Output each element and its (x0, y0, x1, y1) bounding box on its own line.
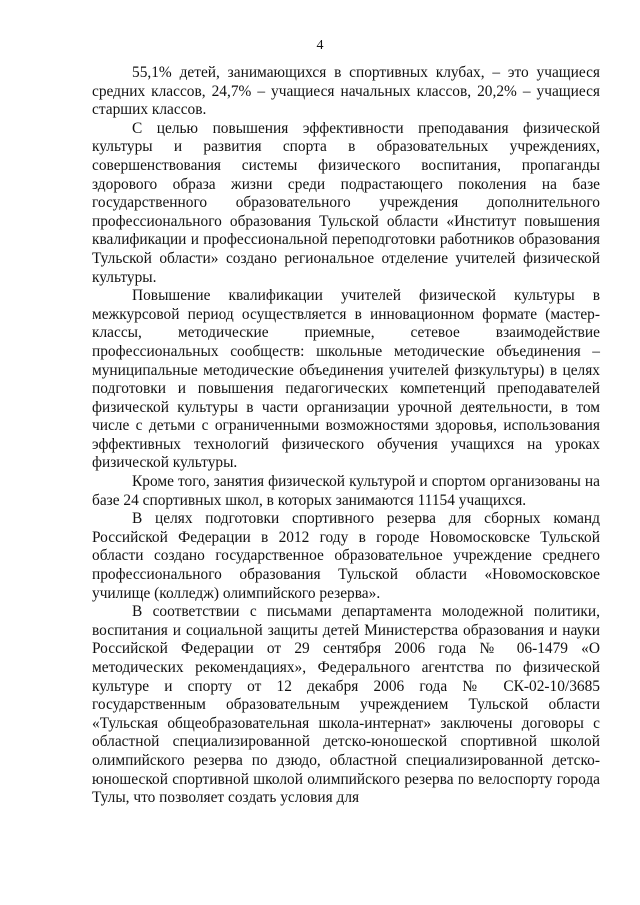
paragraph-regional-department: С целью повышения эффективности преподавания физической культуры и развития спорта в образовательных учреждениях, совершенствования системы физического воспитания, пропаганды здорового образа жизни среди подрастающего поколения на базе государственного образовательного учреждения дополнительного профессионального образования Тульской области «Институт повышения квалификации и профессиональной переподготовки работников образования Тульской области» создано региональное отделение учителей физической культуры. (92, 119, 600, 286)
page-number: 4 (316, 38, 324, 53)
paragraph-sports-clubs-stats: 55,1% детей, занимающихся в спортивных клубах, – это учащиеся средних классов, 24,7% – учащиеся начальных классов, 20,2% – учащиеся старших классов. (92, 64, 600, 119)
body-text (92, 64, 600, 808)
paragraph-sports-schools: Кроме того, занятия физической культурой и спортом организованы на базе 24 спортивных школ, в которых занимаются 11154 учащихся. (92, 473, 600, 509)
paragraph-olympic-reserve-college: В целях подготовки спортивного резерва для сборных команд Российской Федерации в 2012 году в городе Новомосковске Тульской области создано государственное образовательное учреждение среднего профессионального образования Тульской области «Новомосковское училище (колледж) олимпийского резерва». (92, 510, 600, 602)
paragraph-qualification: Повышение квалификации учителей физической культуры в межкурсовой период осуществляется в инновационном формате (мастер-классы, методические приемные, сетевое взаимодействие профессиональных сообществ: школьные методические объединения – муниципальные методические объединения учителей физкультуры) в целях подготовки и повышения педагогических компетенций преподавателей физической культуры в части организации урочной деятельности, в том числе с детьми с ограниченными возможностями здоровья, использования эффективных технологий физического обучения учащихся на уроках физической культуры. (92, 287, 600, 472)
paragraph-ministry-letters: В соответствии с письмами департамента молодежной политики, воспитания и социальной защиты детей Министерства образования и науки Российской Федерации от 29 сентября 2006 года № 06-1479 «О методических рекомендациях», Федерального агентства по физической культуре и спорту от 12 декабря 2006 года № СК-02-10/3685 государственным образовательным учреждением Тульской области «Тульская общеобразовательная школа-интернат» заключены договоры с областной специализированной детско-юношеской спортивной школой олимпийского резерва по дзюдо, областной специализированной детско-юношеской спортивной школой олимпийского резерва по велоспорту города Тулы, что позволяет создать условия для (92, 603, 600, 807)
